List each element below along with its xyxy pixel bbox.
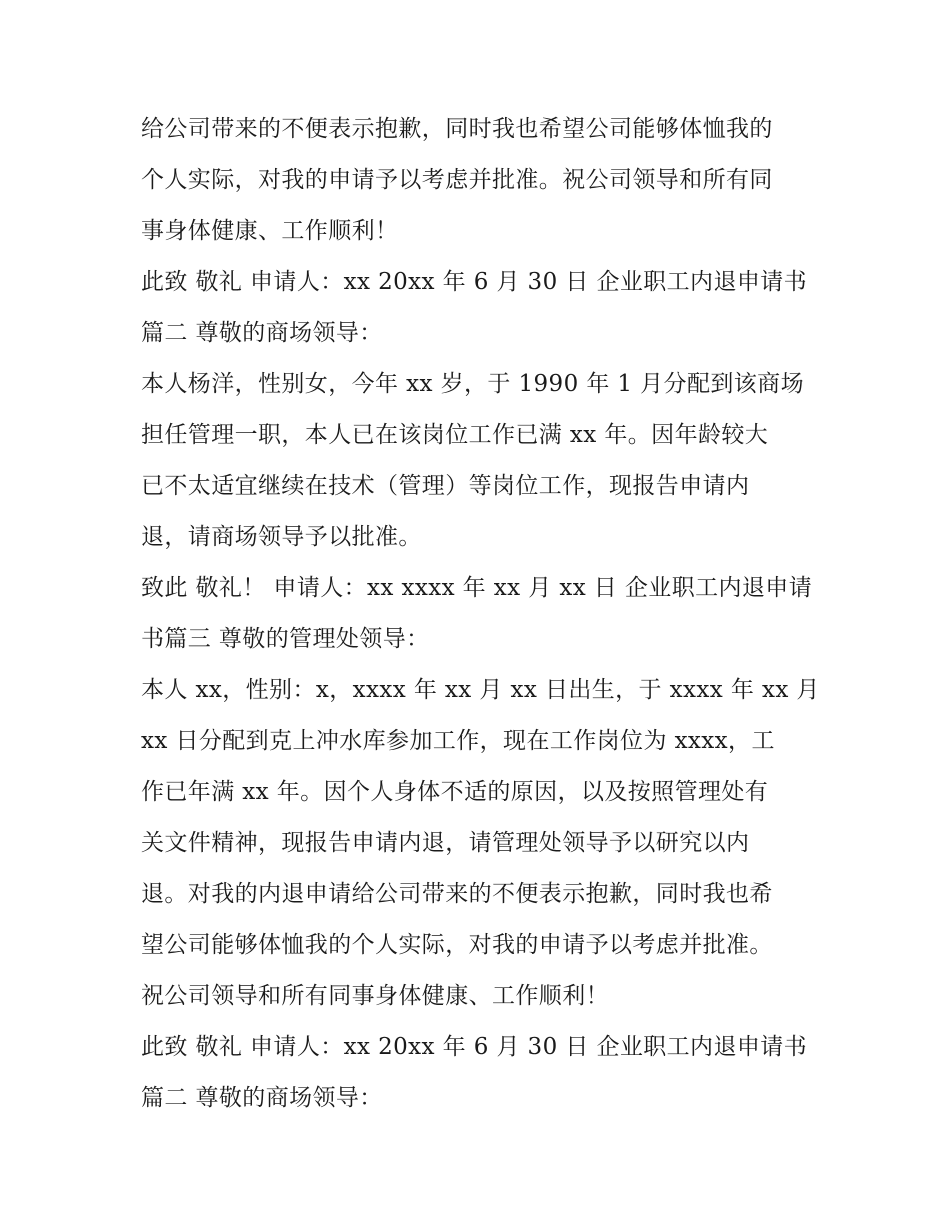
text-line: 退，请商场领导予以批准。 <box>141 524 422 550</box>
text-line: 篇二 尊敬的商场领导： <box>141 320 383 346</box>
text-line: 作已年满 xx 年。因个人身体不适的原因，以及按照管理处有 <box>141 779 769 805</box>
text-line: 此致 敬礼 申请人：xx 20xx 年 6 月 30 日 企业职工内退申请书 <box>141 1034 808 1060</box>
text-line: 个人实际，对我的申请予以考虑并批准。祝公司领导和所有同 <box>141 167 773 193</box>
text-line: 关文件精神，现报告申请内退，请管理处领导予以研究以内 <box>141 830 750 856</box>
document-body <box>141 104 821 1124</box>
text-line: 退。对我的内退申请给公司带来的不便表示抱歉，同时我也希 <box>141 881 773 907</box>
text-line: 担任管理一职，本人已在该岗位工作已满 xx 年。因年龄较大 <box>141 422 769 448</box>
text-line: 本人 xx，性别：x，xxxx 年 xx 月 xx 日出生，于 xxxx 年 xx 月 <box>141 677 820 703</box>
text-line: 给公司带来的不便表示抱歉，同时我也希望公司能够体恤我的 <box>141 116 773 142</box>
text-line: 书篇三 尊敬的管理处领导： <box>141 626 430 652</box>
text-line: 致此 敬礼！ 申请人：xx xxxx 年 xx 月 xx 日 企业职工内退申请 <box>141 575 813 601</box>
text-line: xx 日分配到克上冲水库参加工作，现在工作岗位为 xxxx，工 <box>141 728 775 754</box>
text-line: 篇二 尊敬的商场领导： <box>141 1085 383 1111</box>
text-line: 本人杨洋，性别女，今年 xx 岁，于 1990 年 1 月分配到该商场 <box>141 371 804 397</box>
text-line: 望公司能够体恤我的个人实际，对我的申请予以考虑并批准。 <box>141 932 773 958</box>
text-line: 已不太适宜继续在技术（管理）等岗位工作，现报告申请内 <box>141 473 750 499</box>
text-line: 事身体健康、工作顺利！ <box>141 218 399 244</box>
text-line: 祝公司领导和所有同事身体健康、工作顺利！ <box>141 983 609 1009</box>
text-line: 此致 敬礼 申请人：xx 20xx 年 6 月 30 日 企业职工内退申请书 <box>141 269 808 295</box>
